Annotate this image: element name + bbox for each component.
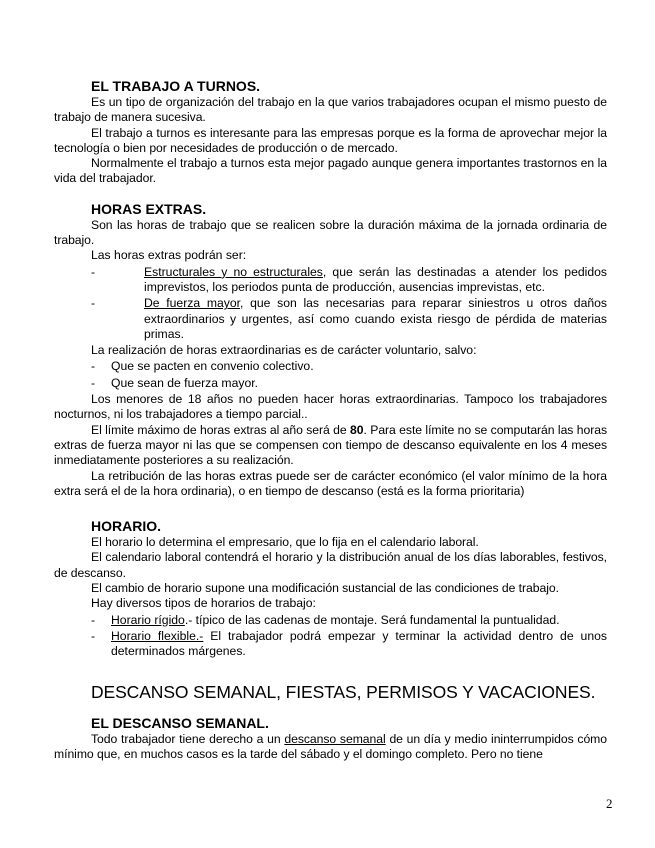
list-dash: - [91, 264, 96, 279]
heading-descanso-semanal-fiestas: DESCANSO SEMANAL, FIESTAS, PERMISOS Y VACACIONES. [91, 681, 596, 702]
list-dash: - [91, 628, 96, 643]
list-item [91, 629, 607, 660]
paragraph: Las horas extras podrán ser: [91, 248, 247, 263]
paragraph [54, 732, 607, 763]
heading-horario: HORARIO. [91, 518, 161, 535]
page-number: 2 [606, 796, 613, 811]
paragraph: Normalmente el trabajo a turnos esta mejor pagado aunque genera importantes trastornos en la vida del trabajador. [54, 156, 607, 186]
list-item-text: Que sean de fuerza mayor. [111, 375, 259, 390]
list-dash: - [91, 296, 96, 311]
list-item [91, 296, 607, 342]
paragraph: El calendario laboral contendrá el horario y la distribución anual de los días laborables, festivos, de descanso. [54, 550, 607, 580]
list-item-text: , que son las necesarias para reparar siniestros u otros daños extraordinarios y urgentes, así como cuando exista riesgo de pérdida de materias primas. [144, 296, 607, 341]
text-run: El límite máximo de horas extras al año será de [91, 422, 351, 437]
list-dash: - [91, 612, 96, 627]
list-item-text: , que serán las destinadas a atender los pedidos imprevistos, los periodos punta de producción, ausencias imprevistas, etc. [144, 264, 607, 294]
heading-el-descanso-semanal: EL DESCANSO SEMANAL. [91, 714, 269, 731]
text-run: . Para este límite no se computarán las horas extras de fuerza mayor ni las que se compensen con tiempo de descanso equivalente en los 4 meses inmediatamente posteriores a su realización. [54, 422, 607, 468]
paragraph: Hay diversos tipos de horarios de trabajo: [91, 596, 316, 611]
paragraph: Los menores de 18 años no pueden hacer horas extraordinarias. Tampoco los trabajadores nocturnos, ni los trabajadores a tiempo parcial.. [54, 392, 607, 422]
list-item [91, 359, 607, 374]
paragraph: Son las horas de trabajo que se realicen sobre la duración máxima de la jornada ordinaria de trabajo. [54, 217, 607, 248]
text-run: de un día y medio ininterrumpidos cómo mínimo que, en muchos casos es la tarde del sábado y el domingo completo. Pero no tiene [54, 731, 608, 761]
underlined-term: De fuerza mayor [144, 296, 241, 311]
document-page [54, 78, 607, 762]
paragraph: La realización de horas extraordinarias es de carácter voluntario, salvo: [91, 343, 477, 358]
text-run: Todo trabajador tiene derecho a un [91, 731, 285, 746]
underlined-term: Horario flexible.- [111, 628, 204, 643]
underlined-term: Estructurales y no estructurales [144, 264, 323, 279]
list-dash: - [91, 359, 96, 374]
list-dash: - [91, 375, 96, 390]
heading-trabajo-turnos: EL TRABAJO A TURNOS. [91, 78, 261, 94]
paragraph: La retribución de las horas extras puede ser de carácter económico (el valor mínimo de la hora extra será el de la hora ordinaria), o en tiempo de descanso (está es la forma prioritaria) [54, 468, 607, 498]
paragraph [54, 423, 607, 469]
list-item-text: El trabajador podrá empezar y terminar la actividad dentro de unos determinados márgenes. [111, 628, 607, 659]
underlined-term: Horario rígido [111, 612, 185, 627]
paragraph: Es un tipo de organización del trabajo en la que varios trabajadores ocupan el mismo puesto de trabajo de manera sucesiva. [54, 95, 607, 125]
paragraph: El cambio de horario supone una modificación sustancial de las condiciones de trabajo. [91, 581, 559, 596]
list-item-text: .- típico de las cadenas de montaje. Será fundamental la puntualidad. [184, 612, 560, 627]
list-item [91, 265, 607, 296]
paragraph: El trabajo a turnos es interesante para las empresas porque es la forma de aprovechar mejor la tecnología o bien por necesidades de producción o de mercado. [54, 125, 607, 155]
bold-value: 80 [350, 422, 364, 437]
list-item-text: Que se pacten en convenio colectivo. [111, 359, 314, 374]
list-item [91, 613, 607, 628]
heading-horas-extras: HORAS EXTRAS. [91, 200, 207, 217]
paragraph: El horario lo determina el empresario, que lo fija en el calendario laboral. [91, 535, 479, 550]
underlined-term: descanso semanal [284, 731, 386, 746]
list-item [91, 376, 607, 391]
